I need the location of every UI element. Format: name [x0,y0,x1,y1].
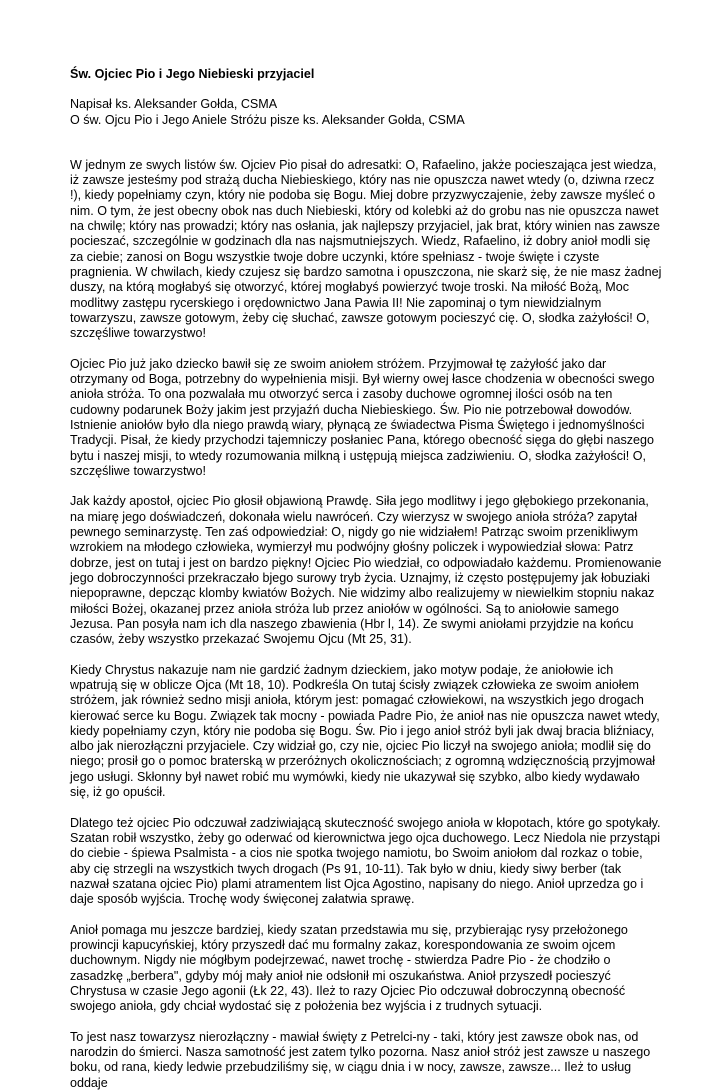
paragraph-7: To jest nasz towarzysz nierozłączny - mawiał święty z Petrelci-ny - taki, który jest zawsze obok nas, od narodzin do śmierci. Nasza samotność jest zatem tylko pozorna. Nasz anioł stróż jest zawsze u naszego boku, od rana, kiedy ledwie przebudziliśmy się, w ciągu dnia i w nocy, zawsze, zawsze... Ileż to usług oddaje [70,1029,651,1090]
author-line: Napisał ks. Aleksander Gołda, CSMA [70,97,278,112]
document-meta [70,97,662,128]
subtitle-line: O św. Ojcu Pio i Jego Aniele Stróżu pisze ks. Aleksander Gołda, CSMA [70,112,465,127]
paragraph-6: Anioł pomaga mu jeszcze bardziej, kiedy szatan przedstawia mu się, przybierając rysy przełożonego prowincji kapucyńskiej, który przyszedł dać mu formalny zakaz, korespondowania ze swoim ojcem duchownym. Nigdy nie mógłbym podejrzewać, nawet trochę - stwierdza Padre Pio - że chodziło o zasadzkę „berbera", gdyby mój mały anioł nie odsłonił mi oszukaństwa. Anioł przyszedł pocieszyć Chrystusa w czasie Jego agonii (Łk 22, 43). Ileż to razy Ojciec Pio odczuwał dobroczynną obecność swojego anioła, gdy chciał wydostać się z położenia bez wyjścia i z trudnych sytuacji. [70,922,628,1014]
document-title: Św. Ojciec Pio i Jego Niebieski przyjaciel [70,67,315,81]
paragraph-4: Kiedy Chrystus nakazuje nam nie gardzić żadnym dzieckiem, jako motyw podaje, że aniołowie ich wpatrują się w oblicze Ojca (Mt 18, 10). Podkreśla On tutaj ścisły związek człowieka ze swoim aniołem stróżem, jak również sedno misji anioła, którym jest: pomagać człowiekowi, na wszystkich jego drogach kierować serce ku Bogu. Związek tak mocny - powiada Padre Pio, że anioł nas nie opuszcza nawet wtedy, kiedy popełniamy czyn, który nie podoba się Bogu. Św. Pio i jego anioł stróż byli jak dwaj bracia bliźniacy, albo jak nierozłączni przyjaciele. Czy widział go, czy nie, ojciec Pio liczył na swojego anioła; modlił się do niego; prosił go o pomoc braterską w przeróżnych okolicznościach; z ogromną wdzięcznością przyjmował jego usługi. Skłonny był nawet robić mu wymówki, kiedy nie ukazywał się szybko, albo kiedy wydawało się, iż go opuścił. [70,662,660,800]
document-page [70,67,662,1091]
paragraph-3: Jak każdy apostoł, ojciec Pio głosił objawioną Prawdę. Siła jego modlitwy i jego głębokiego przekonania, na miarę jego doświadczeń, dokonała wielu nawróceń. Czy wierzysz w swojego anioła stróża? zapytał pewnego seminarzystę. Ten zaś odpowiedział: O, nigdy go nie widziałem! Patrząc swoim przenikliwym wzrokiem na młodego człowieka, wymierzył mu podwójny głośny policzek i wypowiedział słowa: Patrz dobrze, jest on tutaj i jest on bardzo piękny! Ojciec Pio wiedział, co odpowiadało każdemu. Promienowanie jego dobroczynności przekraczało bjego surowy tryb życia. Uznajmy, iż często postępujemy jak łobuziaki niepoprawne, depcząc klomby kwiatów Bożych. Nie widzimy albo realizujemy w niewielkim stopniu nakaz miłości Bożej, okazanej przez anioła stróża lub przez aniołów w ogólności. Są to aniołowie samego Jezusa. Pan posyła nam ich dla naszego zbawienia (Hbr l, 14). Ze swymi aniołami przyjdzie na końcu czasów, żeby wszystko przekazać Swojemu Ojcu (Mt 25, 31). [70,494,662,647]
paragraph-5: Dlatego też ojciec Pio odczuwał zadziwiającą skuteczność swojego anioła w kłopotach, które go spotykały. Szatan robił wszystko, żeby go oderwać od kierownictwa jego ojca duchowego. Lecz Niedola nie przystąpi do ciebie - śpiewa Psalmista - a cios nie spotka twojego namiotu, bo Swoim aniołom dal rozkaz o tobie, aby cię strzegli na wszystkich twych drogach (Ps 91, 10-11). Tak było w dniu, kiedy siwy berber (tak nazwał szatana ojciec Pio) plami atramentem list Ojca Agostino, napisany do niego. Anioł uprzedza go i daje sposób wyjścia. Trochę wody święconej załatwia sprawę. [70,815,661,907]
paragraph-2: Ojciec Pio już jako dziecko bawił się ze swoim aniołem stróżem. Przyjmował tę zażyłość jako dar otrzymany od Boga, potrzebny do wypełnienia misji. Był wierny owej łasce chodzenia w obecności swego anioła stróża. To ona pozwalała mu otworzyć serca i zasoby duchowe ogromnej ilości osób na ten cudowny podarunek Boży jakim jest przyjaźń ducha Niebieskiego. Św. Pio nie potrzebował dowodów. Istnienie aniołów było dla niego prawdą wiary, płynącą ze świadectwa Pisma Świętego i jednomyślności Tradycji. Pisał, że kiedy przychodzi tajemniczy posłaniec Pana, którego obecność sięga do głębi naszego bytu i naszej misji, to wtedy rozumowania milkną i ustępują miejsca zadziwieniu. O, słodka zażyłości! O, szczęśliwe towarzystwo! [70,356,655,478]
paragraph-1: W jednym ze swych listów św. Ojciev Pio pisał do adresatki: O, Rafaelino, jakże pocieszająca jest wiedza, iż zawsze jesteśmy pod strażą ducha Niebieskiego, który nas nie opuszcza nawet wtedy (o, dziwna rzecz !), kiedy popełniamy czyn, który nie podoba się Bogu. Miej dobre przyzwyczajenie, żeby zawsze myśleć o nim. O tym, że jest obecny obok nas duch Niebieski, który od kolebki aż do grobu nas nie opuszcza nawet na chwilę; który nas prowadzi; który nas osłania, jak najlepszy przyjaciel, jak brat, który winien nas zawsze pocieszać, szczególnie w godzinach dla nas najsmutniejszych. Wiedz, Rafaelino, iż dobry anioł modli się za ciebie; zanosi on Bogu wszystkie twoje dobre uczynki, które spełniasz - twoje święte i czyste pragnienia. W chwilach, kiedy czujesz się bardzo samotna i opuszczona, nie skarż się, że nie masz żadnej duszy, na którą mogłabyś się otworzyć, której mogłabyś powierzyć twoje troski. Na miłość Bożą, Moc modlitwy zastępu rycerskiego i orędownictwo Jana Pawia II! Nie zapominaj o tym niewidzialnym towarzyszu, zawsze gotowym, żeby cię słuchać, zawsze gotowym pocieszyć cię. O, słodka zażyłości! O, szczęśliwe towarzystwo! [70,157,662,341]
